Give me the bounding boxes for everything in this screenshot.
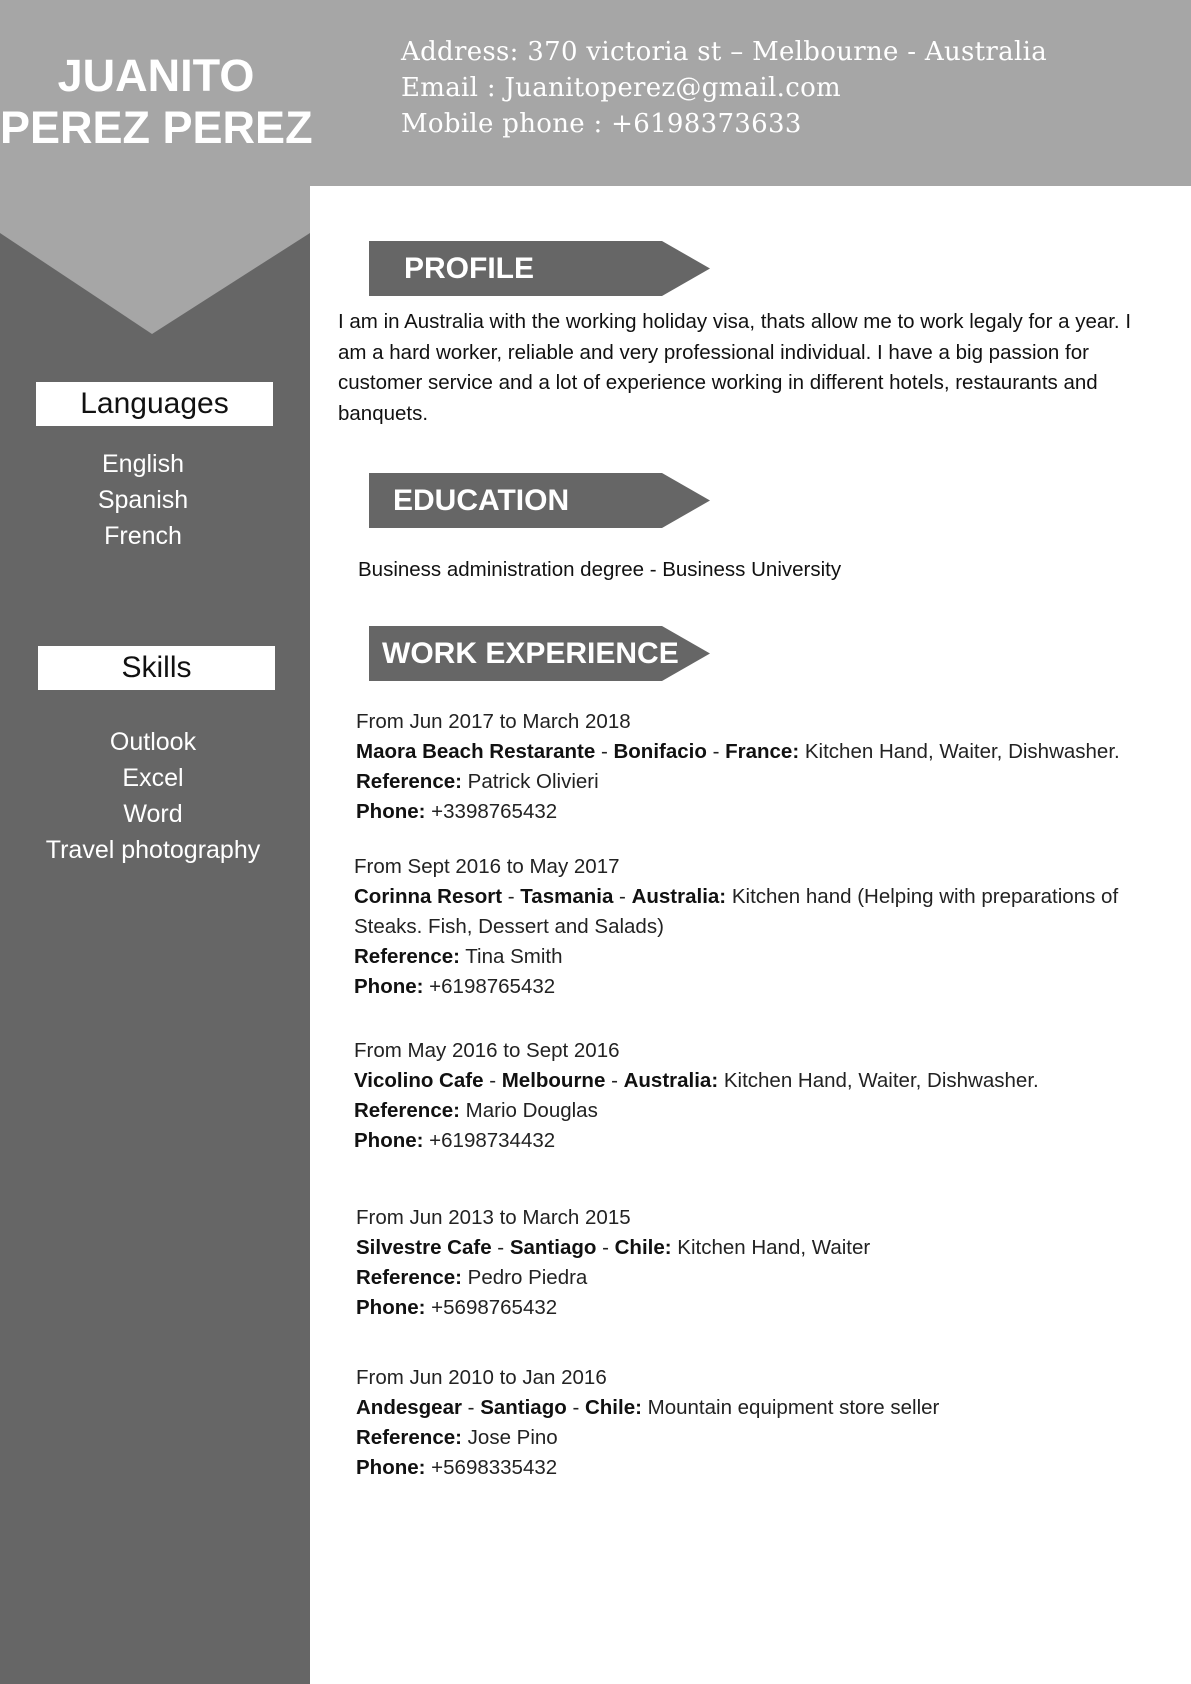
job-phone-line [356,1453,1176,1483]
contact-email: Email : Juanitoperez@gmail.com [401,73,841,103]
languages-heading: Languages [36,382,273,426]
job-reference: Tina Smith [459,945,563,968]
reference-label: Reference: [354,945,460,968]
job-entry [356,707,1176,827]
reference-label: Reference: [356,770,462,793]
job-reference-line [354,942,1164,972]
language-item: Spanish [97,486,189,514]
skills-list [0,724,308,868]
candidate-name [0,52,312,152]
job-title-line [356,1233,1176,1263]
job-role: Kitchen Hand, Waiter, Dishwasher. [799,740,1120,763]
job-reference-line [356,1423,1176,1453]
job-phone: +6198765432 [423,975,556,998]
job-period: From Sept 2016 to May 2017 [354,855,620,878]
job-title-line [356,1393,1176,1423]
job-city: Melbourne [501,1069,606,1092]
job-reference: Patrick Olivieri [461,770,599,793]
job-phone-line [354,972,1164,1002]
job-period: From May 2016 to Sept 2016 [354,1039,620,1062]
job-city: Santiago [480,1396,567,1419]
job-entry [354,852,1164,1002]
separator: - [613,885,632,908]
skill-item: Travel photography [45,836,261,864]
name-last: PEREZ PEREZ [0,102,313,153]
job-country: Chile: [614,1236,672,1259]
skill-item: Excel [122,764,184,792]
job-period: From Jun 2017 to March 2018 [356,710,631,733]
language-item: French [104,522,182,550]
job-employer: Maora Beach Restarante [356,740,596,763]
job-role: Mountain equipment store seller [641,1396,940,1419]
education-heading-label: EDUCATION [393,484,570,517]
job-employer: Vicolino Cafe [354,1069,484,1092]
work-heading [369,626,710,681]
job-period: From Jun 2010 to Jan 2016 [356,1366,607,1389]
separator: - [483,1069,502,1092]
separator: - [566,1396,585,1419]
header-chevron [0,186,310,336]
job-reference-line [354,1096,1174,1126]
phone-label: Phone: [354,975,424,998]
separator: - [461,1396,481,1419]
job-reference-line [356,767,1176,797]
name-first: JUANITO [57,50,255,101]
languages-list [0,446,298,554]
job-entry [354,1036,1174,1156]
job-title-line [354,882,1164,942]
job-country: Australia: [631,885,727,908]
separator: - [706,740,726,763]
job-phone-line [356,797,1176,827]
skills-heading: Skills [38,646,275,690]
profile-text: I am in Australia with the working holiday visa, thats allow me to work legaly for a year. I am a hard worker, reliable and very professional individual. I have a big passion for customer service and a lot of experience working in different hotels, restaurants and banquets. [338,310,1132,425]
job-role: Kitchen Hand, Waiter [671,1236,871,1259]
job-city: Bonifacio [613,740,707,763]
job-city: Tasmania [520,885,614,908]
job-phone: +3398765432 [425,800,558,823]
phone-label: Phone: [356,1296,426,1319]
job-phone-line [356,1293,1176,1323]
profile-heading-label: PROFILE [404,252,535,285]
job-reference: Mario Douglas [459,1099,598,1122]
job-role: Kitchen Hand, Waiter, Dishwasher. [718,1069,1039,1092]
job-reference: Jose Pino [461,1426,558,1449]
reference-label: Reference: [356,1266,462,1289]
education-heading [369,473,710,528]
phone-label: Phone: [356,800,426,823]
separator: - [605,1069,624,1092]
job-country: France: [725,740,800,763]
job-employer: Silvestre Cafe [356,1236,492,1259]
job-entry [356,1363,1176,1483]
profile-heading [369,241,710,296]
reference-label: Reference: [356,1426,462,1449]
work-heading-label: WORK EXPERIENCE [382,637,679,670]
job-country: Australia: [623,1069,719,1092]
skill-item: Outlook [109,728,197,756]
language-item: English [102,450,184,478]
skill-item: Word [123,800,183,828]
contact-info [401,34,1047,142]
separator: - [596,1236,615,1259]
job-period: From Jun 2013 to March 2015 [356,1206,631,1229]
job-phone-line [354,1126,1174,1156]
education-entry: Business administration degree - Business University [358,558,842,581]
contact-phone: Mobile phone : +6198373633 [401,109,802,139]
job-employer: Corinna Resort [354,885,503,908]
job-city: Santiago [509,1236,597,1259]
phone-label: Phone: [356,1456,426,1479]
job-title-line [354,1066,1174,1096]
job-entry [356,1203,1176,1323]
job-phone: +5698335432 [425,1456,558,1479]
job-reference-line [356,1263,1176,1293]
job-title-line [356,737,1176,767]
job-country: Chile: [584,1396,642,1419]
separator: - [595,740,614,763]
job-phone: +5698765432 [425,1296,558,1319]
job-role: Kitchen hand (Helping with preparations of Steaks. Fish, Dessert and Salads) [354,885,1119,938]
job-phone: +6198734432 [423,1129,556,1152]
job-reference: Pedro Piedra [461,1266,588,1289]
job-employer: Andesgear [356,1396,462,1419]
reference-label: Reference: [354,1099,460,1122]
contact-address: Address: 370 victoria st – Melbourne - Australia [401,37,1047,67]
separator: - [491,1236,510,1259]
separator: - [502,885,521,908]
phone-label: Phone: [354,1129,424,1152]
